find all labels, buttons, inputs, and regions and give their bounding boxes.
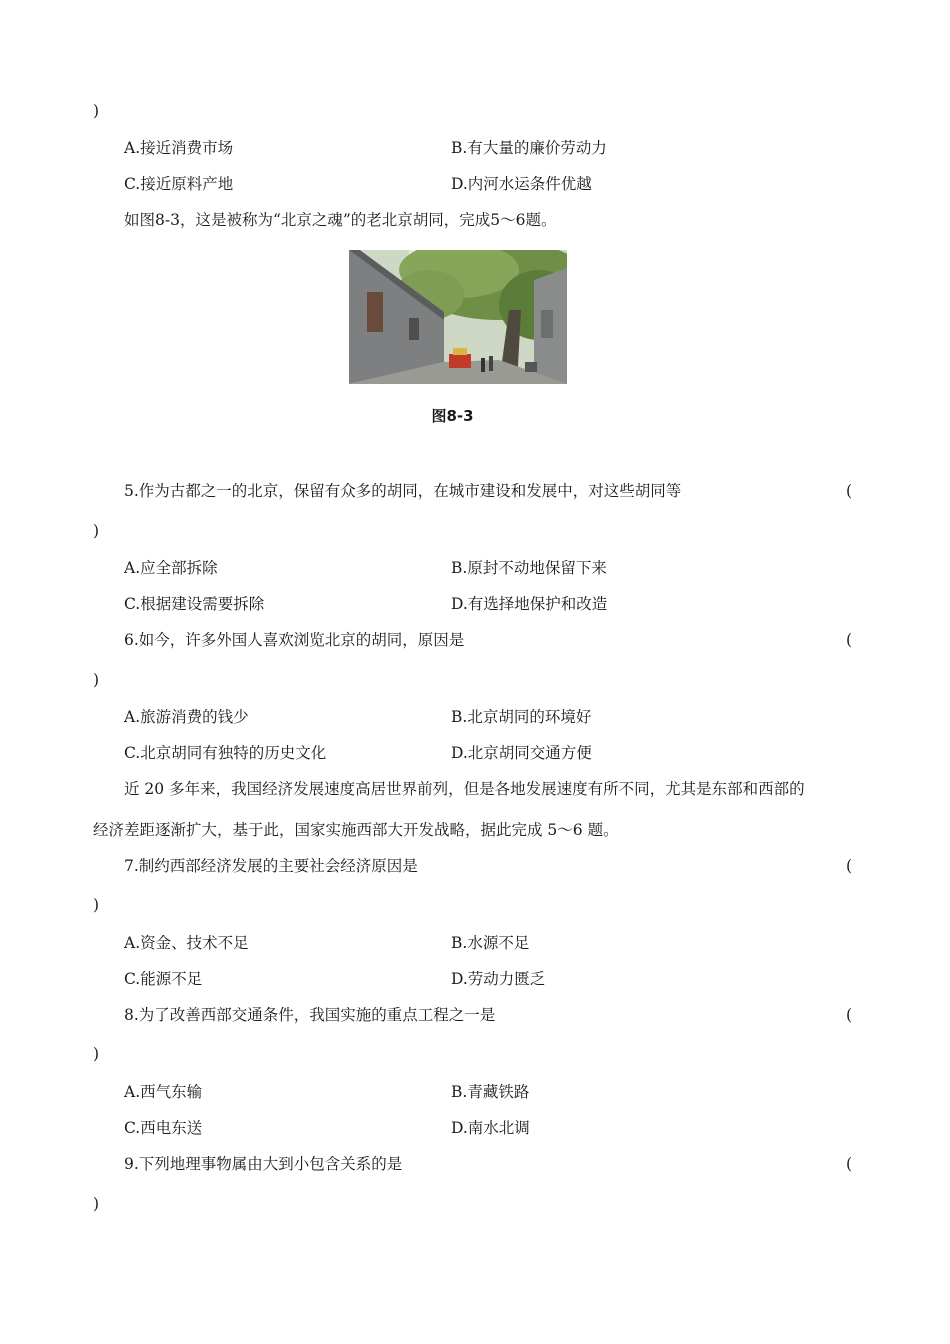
hutong-photo-drawing bbox=[349, 250, 567, 384]
q6-option-a: A.旅游消费的钱少 bbox=[124, 708, 249, 726]
q8-open-paren: ( bbox=[846, 1006, 853, 1024]
intro-5-6: 如图8-3，这是被称为“北京之魂”的老北京胡同，完成5～6题。 bbox=[124, 211, 557, 229]
q6-close-paren: ) bbox=[93, 671, 100, 689]
q6-option-d: D.北京胡同交通方便 bbox=[451, 744, 592, 762]
q5-stem: 5.作为古都之一的北京，保留有众多的胡同，在城市建设和发展中，对这些胡同等 bbox=[124, 482, 682, 500]
q4-option-b: B.有大量的廉价劳动力 bbox=[451, 139, 607, 157]
intro-7-8-line2: 经济差距逐渐扩大，基于此，国家实施西部大开发战略，据此完成 5～6 题。 bbox=[93, 821, 619, 839]
hutong-photo bbox=[349, 250, 567, 384]
q4-option-a: A.接近消费市场 bbox=[124, 139, 234, 157]
q6-open-paren: ( bbox=[846, 631, 853, 649]
intro-7-8-line1: 近 20 多年来，我国经济发展速度高居世界前列，但是各地发展速度有所不同，尤其是东部和西部的 bbox=[124, 780, 805, 798]
q7-stem: 7.制约西部经济发展的主要社会经济原因是 bbox=[124, 857, 418, 875]
q7-close-paren: ) bbox=[93, 896, 100, 914]
q5-open-paren: ( bbox=[846, 482, 853, 500]
q5-close-paren: ) bbox=[93, 522, 100, 540]
q6-stem: 6.如今，许多外国人喜欢浏览北京的胡同，原因是 bbox=[124, 631, 465, 649]
q8-option-b: B.青藏铁路 bbox=[451, 1083, 530, 1101]
q8-option-d: D.南水北调 bbox=[451, 1119, 530, 1137]
q9-open-paren: ( bbox=[846, 1155, 853, 1173]
q7-open-paren: ( bbox=[846, 857, 853, 875]
q8-stem: 8.为了改善西部交通条件，我国实施的重点工程之一是 bbox=[124, 1006, 496, 1024]
q8-close-paren: ) bbox=[93, 1045, 100, 1063]
q6-option-b: B.北京胡同的环境好 bbox=[451, 708, 592, 726]
q8-option-a: A.西气东输 bbox=[124, 1083, 203, 1101]
q7-option-c: C.能源不足 bbox=[124, 970, 203, 988]
q9-stem: 9.下列地理事物属由大到小包含关系的是 bbox=[124, 1155, 403, 1173]
q4-option-d: D.内河水运条件优越 bbox=[451, 175, 592, 193]
q9-close-paren: ) bbox=[93, 1195, 100, 1213]
q5-option-c: C.根据建设需要拆除 bbox=[124, 595, 265, 613]
q6-option-c: C.北京胡同有独特的历史文化 bbox=[124, 744, 327, 762]
q8-option-c: C.西电东送 bbox=[124, 1119, 203, 1137]
q5-option-d: D.有选择地保护和改造 bbox=[451, 595, 608, 613]
q5-option-a: A.应全部拆除 bbox=[124, 559, 218, 577]
q4-close-paren: ) bbox=[93, 102, 100, 120]
q4-option-c: C.接近原料产地 bbox=[124, 175, 234, 193]
q7-option-b: B.水源不足 bbox=[451, 934, 530, 952]
q7-option-a: A.资金、技术不足 bbox=[124, 934, 249, 952]
q5-option-b: B.原封不动地保留下来 bbox=[451, 559, 607, 577]
q7-option-d: D.劳动力匮乏 bbox=[451, 970, 546, 988]
figure-caption: 图8-3 bbox=[431, 407, 474, 425]
